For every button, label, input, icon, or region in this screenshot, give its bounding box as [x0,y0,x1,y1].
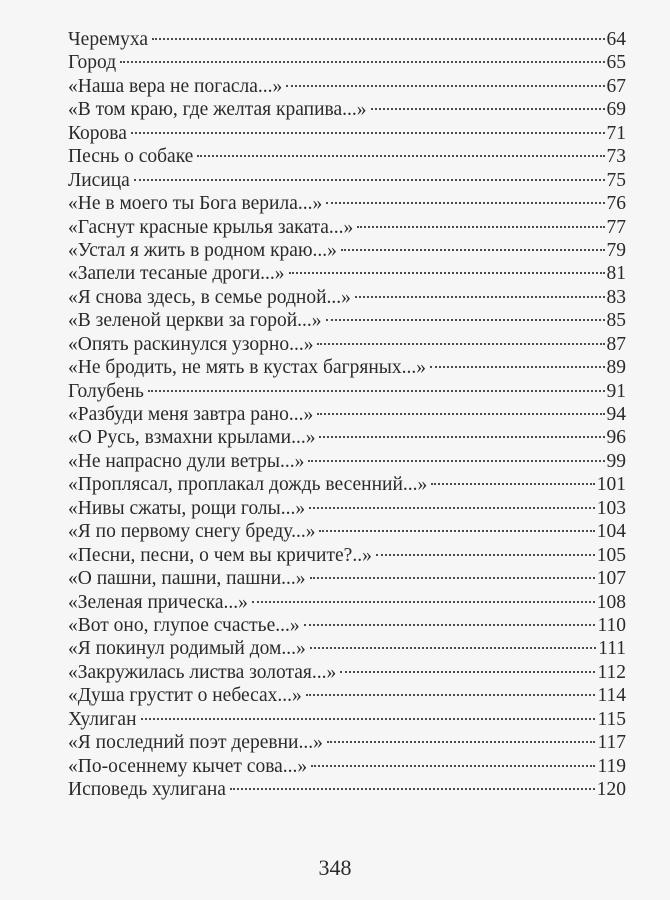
toc-entry-title: «О Русь, взмахни крылами...» [68,427,316,449]
toc-entry [68,286,626,309]
dot-leader [327,741,596,743]
dot-leader [317,413,604,415]
dot-leader [326,202,604,204]
dot-leader [341,249,605,251]
dot-leader [304,624,596,626]
toc-entry-title: «Я покинул родимый дом...» [68,638,306,660]
dot-leader [431,483,594,485]
toc-entry-page: 105 [596,544,626,566]
toc-entry-title: «Душа грустит о небесах...» [68,685,302,707]
toc-entry-title: «В зеленой церкви за горой...» [68,310,322,332]
toc-entry-page: 94 [606,404,626,425]
toc-entry [68,51,626,74]
toc-entry-title: «Разбуди меня завтра рано...» [68,404,314,425]
dot-leader [306,694,596,696]
dot-leader [252,601,595,603]
toc-entry-title: «Песни, песни, о чем вы кричите?..» [68,544,372,566]
dot-leader [430,366,605,368]
toc-entry-title: Корова [68,122,127,144]
toc-entry [68,122,626,145]
toc-entry-title: «Вот оно, глупое счастье...» [68,614,300,636]
toc-entry-page: 101 [596,474,626,496]
toc-entry-page: 104 [596,521,626,543]
toc-entry-title: «Не в моего ты Бога верила...» [68,193,323,215]
toc-entry-page: 89 [606,357,626,379]
dot-leader [371,108,605,110]
dot-leader [317,343,604,345]
dot-leader [311,765,595,767]
toc-entry [68,216,626,239]
toc-entry-title: «О пашни, пашни, пашни...» [68,568,306,590]
toc-entry [68,333,626,356]
toc-entry-page: 120 [596,779,626,800]
toc-entry-page: 114 [597,685,626,707]
dot-leader [376,554,595,556]
toc-entry-page: 117 [597,732,626,754]
toc-entry-page: 75 [606,169,626,191]
toc-entry [68,614,626,637]
toc-entry-title: «Нивы сжаты, рощи голы...» [68,497,306,519]
toc-entry-title: Голубень [68,380,144,402]
toc-entry-title: Хулиган [68,708,137,730]
toc-entry-page: 71 [606,122,626,144]
dot-leader [357,226,604,228]
toc-entry-page: 91 [606,380,626,402]
toc-entry-title: «Закружилась листва золотая...» [68,661,337,683]
toc-entry-title: «В том краю, где желтая крапива...» [68,99,367,121]
dot-leader [326,319,605,321]
dot-leader [310,577,595,579]
toc-entry [68,637,626,660]
dot-leader [148,390,605,392]
toc-entry [68,309,626,332]
toc-entry-title: Песнь о собаке [68,146,194,168]
toc-entry [68,356,626,379]
toc-entry [68,661,626,684]
toc-entry [68,731,626,754]
dot-leader [197,155,604,157]
toc-entry [68,567,626,590]
toc-entry [68,169,626,192]
toc-entry [68,28,626,51]
toc-entry [68,192,626,215]
toc-entry-title: «Не напрасно дули ветры...» [68,450,305,472]
toc-entry [68,426,626,449]
toc-entry [68,75,626,98]
toc-entry-page: 96 [606,427,626,449]
toc-entry-title: «Я снова здесь, в семье родной...» [68,286,351,308]
toc-entry [68,473,626,496]
toc-entry-title: «Я последний поэт деревни...» [68,732,323,754]
toc-entry-page: 87 [606,333,626,355]
toc-entry-title: Лисица [68,169,130,191]
toc-entry-page: 111 [598,638,626,660]
toc-entry-title: «Наша вера не погасла...» [68,75,283,97]
dot-leader [134,179,605,181]
dot-leader [319,436,604,438]
toc-entry-title: «Гаснут красные крылья заката...» [68,216,354,238]
toc-entry [68,450,626,473]
toc-entry-page: 110 [597,614,626,636]
toc-entry-page: 119 [597,755,626,777]
toc-entry-page: 83 [606,286,626,308]
toc-entry-title: «Устал я жить в родном краю...» [68,239,337,261]
dot-leader [309,507,595,509]
toc-entry [68,239,626,262]
toc-entry [68,98,626,121]
toc-entry-title: «Проплясал, проплакал дождь весенний...» [68,474,428,496]
page-number: 348 [318,855,352,880]
dot-leader [289,272,605,274]
toc-entry-title: «Запели тесаные дроги...» [68,263,285,285]
toc-entry [68,708,626,731]
toc-entry-page: 112 [597,661,626,683]
toc-entry [68,520,626,543]
toc-entry-page: 67 [606,75,626,97]
toc-entry-page: 108 [596,591,626,613]
toc-entry-title: Город [68,52,117,74]
toc-entry [68,778,626,801]
toc-entry-title: Черемуха [68,29,148,50]
toc-entry-page: 69 [606,99,626,121]
toc-entry-page: 77 [606,216,626,238]
toc-entry-page: 115 [597,708,626,730]
toc-entry [68,591,626,614]
toc-entry-title: «Не бродить, не мять в кустах багряных...» [68,357,426,379]
dot-leader [310,647,596,649]
dot-leader [141,718,596,720]
toc-entry-page: 73 [606,146,626,168]
dot-leader [308,460,604,462]
toc-entry-page: 107 [596,568,626,590]
toc-entry [68,497,626,520]
toc-entry-title: Исповедь хулигана [68,779,226,800]
toc-entry-page: 79 [606,239,626,261]
toc-entry-title: «Я по первому снегу бреду...» [68,521,316,543]
dot-leader [286,85,604,87]
dot-leader [230,788,595,790]
dot-leader [319,530,594,532]
toc-entry-title: «Опять раскинулся узорно...» [68,333,314,355]
toc-entry-page: 65 [606,52,626,74]
toc-entry-page: 85 [606,310,626,332]
toc-entry [68,755,626,778]
toc-entry-page: 76 [606,193,626,215]
dot-leader [120,61,604,63]
toc-entry-page: 103 [596,497,626,519]
toc-entry-title: «Зеленая прическа...» [68,591,248,613]
toc-entry [68,145,626,168]
toc-entry [68,380,626,403]
dot-leader [355,296,605,298]
dot-leader [340,671,595,673]
table-of-contents [68,28,626,801]
toc-entry-page: 81 [606,263,626,285]
toc-entry-title: «По-осеннему кычет сова...» [68,755,308,777]
toc-entry [68,403,626,426]
toc-entry [68,544,626,567]
toc-entry-page: 99 [606,450,626,472]
dot-leader [152,38,605,40]
toc-entry [68,262,626,285]
dot-leader [131,132,605,134]
toc-entry-page: 64 [606,29,626,50]
toc-entry [68,684,626,707]
